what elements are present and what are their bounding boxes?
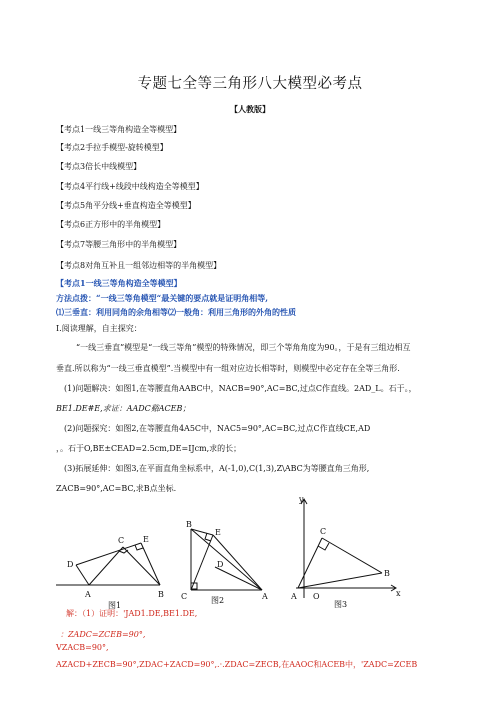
f1-label-D: D [67,560,74,569]
paragraph-2: 垂直.所以称为“一线三垂直模型”.当模型中有一组对应边长相等时，则模型中必定存在全等三角形. [56,364,400,373]
question-intro: I.阅读理解，自主探究： [56,324,142,333]
figure-1-caption: 图1 [108,601,122,610]
figure-2 [191,529,262,590]
question-part-1-cont: BE1.DE#E,求证：AADC谿ACEB； [56,404,191,413]
kaodian-2: 【考点2手拉手模型-旋转模型】 [56,143,168,152]
question-part-2-cont: ，。石于O,BE±CEAD=2.5cm,DE=IJcm,求的长； [56,444,242,453]
question-part-3-cont: ZACB=90°,AC=BC,求B点坐标. [56,484,177,493]
f3-label-A: A [291,592,297,601]
figure-3-caption: 图3 [334,600,348,609]
kaodian-8: 【考点8对角互补且一组邻边相等的半角模型】 [56,261,222,270]
f2-label-A: A [262,592,268,601]
solution-line-4: AZACD+ZECB=90°,ZDAC+ZACD=90°,.·.ZDAC=ZECB,在AAOC和ACEB中，'ZADC=ZCEB [56,660,418,669]
kaodian-4: 【考点4平行线+线段中线构造全等模型】 [56,182,204,191]
figure-3 [296,499,396,598]
question-part-2: (2)问题探究：如图2,在等腰直角4A5C中，NAC5=90°,AC=BC,过点C作直线CE,AD [64,424,371,433]
solution-line-1: 解：（1）证明：'JAD1.DE,BE1.DE, [66,609,198,618]
f1-label-E: E [143,535,149,544]
kaodian-3: 【考点3倍长中线模型】 [56,162,142,171]
f2-label-D: D [217,560,224,569]
f3-label-y: y [299,495,304,504]
solution-line-2: ：ZADC=ZCEB=90°, [60,630,146,639]
f3-label-O: O [313,592,320,601]
kaodian-1-heading: 【考点1一线三等角构造全等模型】 [56,278,182,288]
f1-label-A: A [85,590,91,599]
edition-label: 【人教版】 [230,104,270,114]
question-part-3: (3)拓展延伸：如图3,在平面直角坐标系中，A(-1,0),C(1,3),Z\ABC为等腰直角三角形, [64,464,370,473]
method-line-2: ⑴三垂直：利用同角的余角相等⑵一般角：利用三角形的外角的性质 [56,307,296,317]
method-line-1: 方法点拨：“一线三等角模型“最关键的要点就是证明角相等, [56,293,268,303]
f2-label-E: E [215,528,221,537]
page-title: 专题七全等三角形八大模型必考点 [137,76,363,92]
f2-label-C: C [181,592,188,601]
f2-label-B: B [186,520,192,529]
f3-label-x: x [396,589,401,598]
f1-label-C: C [118,536,125,545]
f3-label-C: C [320,527,327,536]
figure-2-caption: 图2 [211,596,225,605]
question-part-1: (1)问题解决：如图1,在等腰直角AABC中，NACB=90°,AC=BC,过点C作直线。2AD_L。石于。， [64,384,417,393]
f3-label-B: B [384,569,390,578]
figures [0,495,500,615]
f1-label-B: B [158,590,164,599]
kaodian-5: 【考点5角平分线+垂直构造全等模型】 [56,201,196,210]
kaodian-6: 【考点6正方形中的半角模型】 [56,220,166,229]
solution-line-3: VZACB=90°, [56,643,109,652]
paragraph-1: “一线三垂直”模型是“一线三等角”模型的特殊情况，即三个等角角度为90。，于是有三组边相互 [76,343,411,352]
kaodian-1: 【考点1一线三等角构造全等模型】 [56,125,182,134]
kaodian-7: 【考点7等腰三角形中的半角模型】 [56,240,182,249]
